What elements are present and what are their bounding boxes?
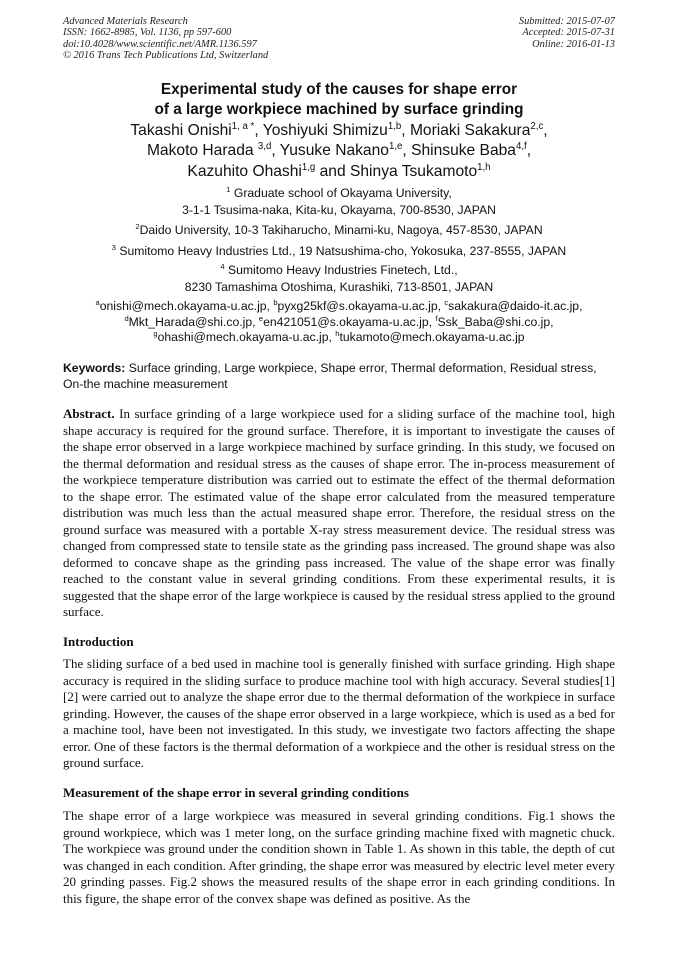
keywords-text: Surface grinding, Large workpiece, Shape error, Thermal deformation, Residual stress, On-the machine measurement [63,361,597,391]
introduction-heading: Introduction [63,634,134,649]
author-sup: 1, a * [231,120,255,132]
keywords [63,361,615,392]
email-h: tukamoto@mech.okayama-u.ac.jp [339,330,525,344]
email-d: Mkt_Harada@shi.co.jp, [128,314,259,329]
author-line-2: Makoto Harada $^{3,d}$, Yusuke Nakano$^{1,e}$, Shinsuke Baba$^{4,f}$, [146,141,532,160]
affiliation-number: 1 [226,184,231,194]
author-name: Moriaki Sakakura [409,122,531,139]
email-f: Ssk_Baba@shi.co.jp, [437,314,554,329]
author-sup: 1,b [387,120,402,132]
email-line-1: $^a$onishi@mech.okayama-u.ac.jp, $^b$pyxg25kf@s.okayama-u.ac.jp, $^c$sakakura@daido-it.ac.jp, [95,297,583,313]
introduction-text: The sliding surface of a bed used in machine tool is generally finished with surface grinding. High shape accuracy is required in the sliding surface to produce machine tool with high accuracy. Several studies[1][2] were carried out to analyze the shape error due to the thermal deformation of the workpiece in surface grinding. However, the causes of the shape error observed in a large workpiece, which is used as a bed for a machine tool, have been not investigated. In this study, we investigate two factors affecting the shape error. One of these factors is the thermal deformation of a workpiece and the other is residual stress on the ground surface. [63,656,615,770]
author-sup: 1,g [301,161,316,173]
accepted-date: Accepted: 2015-07-31 [522,27,615,39]
title-line-2: of a large workpiece machined by surface grinding [154,100,524,118]
measurement-text: The shape error of a large workpiece was measured in several grinding conditions. Fig.1 shows the ground workpiece, which was 1 meter long, on the surface grinding machine fixed with magnetic chuck. The workpiece was ground under the condition shown in Table 1. As shown in this table, the depth of cut was changed in each condition. After grinding, the shape error was measured by electric level meter every 20 grinding passes. Fig.2 shows the measured results of the shape error in each grinding conditions. In this figure, the shape error of the convex shape was defined as positive. As the [63,808,615,906]
issn: ISSN: 1662-8985, Vol. 1136, pp 597-600 [63,27,232,39]
author-emails [0,299,678,346]
author-name: Yusuke Nakano [279,142,389,160]
author-sup: 1,h [477,161,491,173]
online-date: Online: 2016-01-13 [532,38,615,50]
email-c: sakakura@daido-it.ac.jp, [448,299,583,313]
affiliation-number: 4 [220,261,225,271]
abstract-text: In surface grinding of a large workpiece used for a sliding surface of the machine tool, high shape accuracy is required for the ground surface. Therefore, it is important to investigate the causes of the shape error observed in a large workpiece machined by surface grinding. In this study, we focused on the thermal deformation and residual stress as the causes of shape error. The in-process measurement of the workpiece temperature distribution was carried out to estimate the effect of the thermal deformation to the shape error. The estimated value of the shape error calculated from the measured temperature distribution was much less than the actual measured shape error. Therefore, the residual stress on the ground surface was measured with a portable X-ray stress measurement device. The residual stress was changed from compressed state to tensile state as the grinding pass increased. The ground shape was also deformed to concave shape as the grinding pass increased. The value of the shape error was finally reached to the constant value in several grinding conditions. From these experimental results, it is suggested that the shape error of the large workpiece is caused by the residual stress applied to the ground surface. [63,406,615,619]
copyright: © 2016 Trans Tech Publications Ltd, Switzerland [63,50,269,62]
email-g: ohashi@mech.okayama-u.ac.jp, [157,330,336,344]
title-line-1: Experimental study of the causes for shape error [160,81,518,98]
abstract [63,406,615,621]
email-a: onishi@mech.okayama-u.ac.jp, [99,299,274,313]
affiliation-1: $^1$ Graduate school of Okayama University, 3-1-1 Tsusima-naka, Kita-ku, Okayama, 700-8530, JAPAN [182,184,496,217]
abstract-label: Abstract. [63,406,115,421]
author-sup: 4,f [515,141,527,153]
measurement-heading: Measurement of the shape error in several grinding conditions [63,785,409,800]
author-name: Kazuhito Ohashi [187,162,302,180]
submitted-date: Submitted: 2015-07-07 [518,16,615,27]
affiliation-4: $^4$ Sumitomo Heavy Industries Finetech, Ltd., 8230 Tamashima Otoshima, Kurashiki, 713-8501, JAPAN [184,261,494,294]
journal-header [63,16,268,62]
author-name: Shinsuke Baba [411,142,516,160]
paper-title [0,80,678,119]
affiliation-3: $^3$ Sumitomo Heavy Industries Ltd., 19 Natsushima-cho, Yokosuka, 237-8555, JAPAN [111,242,567,258]
author-name: Takashi Onishi [130,122,232,139]
email-line-3: $^g$ohashi@mech.okayama-u.ac.jp, $^h$tukamoto@mech.okayama-u.ac.jp [153,328,525,344]
author-name: Yoshiyuki Shimizu [262,122,388,139]
author-line-3: Kazuhito Ohashi$^{1,g}$ and Shinya Tsukamoto$^{1,h}$ [187,161,491,180]
doi: doi:10.4028/www.scientific.net/AMR.1136.597 [63,38,257,50]
author-name: Shinya Tsukamoto [349,162,478,180]
author-name: Makoto Harada [146,142,258,160]
author-sup: 3,d [257,141,272,153]
author-line-1: Takashi Onishi$^{1, a *}$, Yoshiyuki Shimizu$^{1,b}$, Moriaki Sakakura$^{2,c}$, [130,120,548,139]
affiliation-number: 2 [135,221,140,231]
email-line-2: $^d$Mkt_Harada@shi.co.jp, $^e$en421051@s.okayama-u.ac.jp, $^f$Ssk_Baba@shi.co.jp, [124,313,554,329]
email-b: pyxg25kf@s.okayama-u.ac.jp, [277,299,445,313]
author-sup: 1,e [388,141,403,153]
email-e: en421051@s.okayama-u.ac.jp, [263,314,436,329]
affiliation-2: $^2$Daido University, 10-3 Takiharucho, Minami-ku, Nagoya, 457-8530, JAPAN [135,221,543,237]
author-sup: 2,c [530,120,544,132]
dates-header [519,16,615,50]
keywords-label: Keywords: [63,361,126,375]
author-list [0,121,678,182]
affiliation-number: 3 [111,242,116,252]
journal-name: Advanced Materials Research [63,16,188,27]
